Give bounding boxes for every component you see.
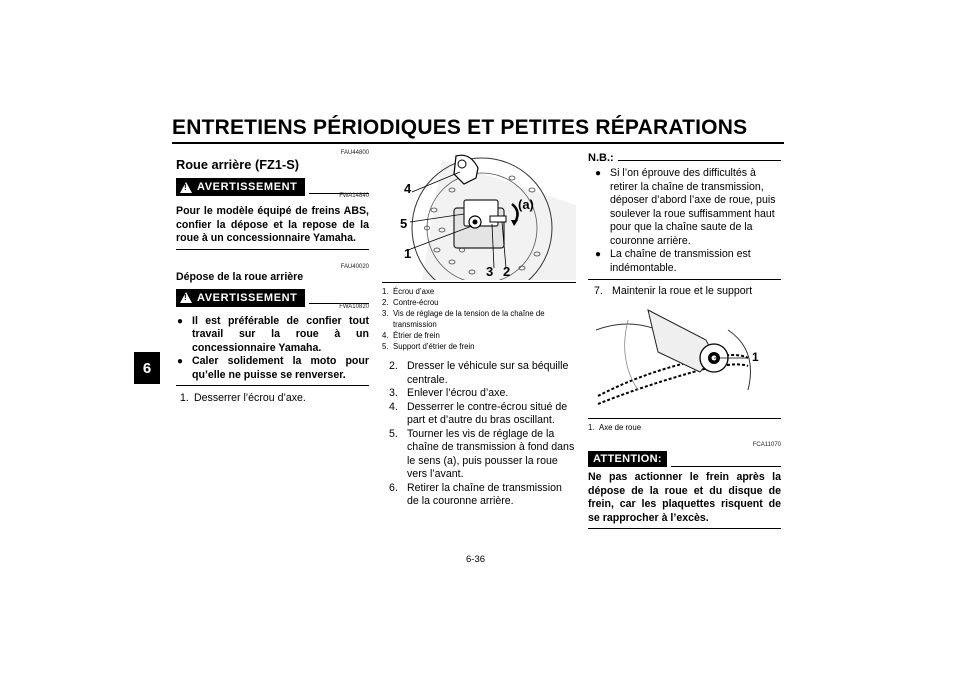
attention-header: [588, 451, 781, 467]
warning-bullet: ● Caler solidement la moto pour qu’elle ne puisse se renverser.: [176, 355, 369, 382]
figure-axle: [588, 300, 781, 416]
column-3-lower: [588, 418, 781, 529]
warning-badge: [176, 178, 305, 196]
figure-brake-caliper: [382, 150, 576, 280]
step-item: 2. Dresser le véhicule sur sa béquille centrale.: [389, 360, 569, 386]
ref-code: FAU44800: [340, 150, 369, 156]
figure-label: 1: [404, 246, 412, 261]
warning-badge: [176, 289, 305, 307]
figure-label: 3: [486, 264, 494, 279]
step-item: 7. Maintenir la roue et le support: [594, 285, 753, 297]
page-title: ENTRETIENS PÉRIODIQUES ET PETITES RÉPARATIONS: [172, 116, 748, 139]
title-rule: [172, 142, 784, 144]
step-item: 5. Tourner les vis de réglage de la chaîne de transmission à fond dans le sens (a), puis pousser la roue vers l’avant.: [389, 427, 575, 480]
chapter-tab: 6: [134, 352, 160, 384]
steps-list: [389, 360, 576, 509]
caption-item: 2. Contre-écrou: [382, 298, 439, 307]
step-item: 3. Enlever l’écrou d’axe.: [389, 387, 509, 399]
nb-header: [588, 152, 781, 164]
warning-text: Pour le modèle équipé de freins ABS, confier la dépose et la repose de la roue à un concessionnaire Yamaha.: [176, 205, 369, 244]
attention-text: Ne pas actionner le frein après la dépose de la roue et du disque de frein, car les plaquettes risquent de se rapprocher à l’excès.: [588, 471, 781, 524]
caption-item: 1. Axe de roue: [588, 423, 642, 432]
attention-badge: ATTENTION:: [588, 451, 667, 467]
warning-bullet: ● Il est préférable de confier tout travail sur la roue à un concessionnaire Yamaha.: [176, 315, 369, 356]
warning-triangle-icon: !: [180, 182, 192, 193]
ref-code: FCA11070: [752, 442, 781, 448]
warning-label: AVERTISSEMENT: [197, 291, 298, 304]
page-number: 6-36: [466, 554, 486, 565]
ref-code: FAU40020: [340, 263, 369, 270]
figure-captions: [382, 282, 576, 352]
caption-item: 3. Vis de réglage de la tension de la chaîne de transmission: [382, 309, 545, 329]
caption-item: 1. Écrou d’axe: [382, 287, 435, 296]
ref-code: FWA14840: [339, 193, 369, 199]
subheading: Dépose de la roue arrière: [176, 270, 304, 283]
figure-label: (a): [518, 197, 534, 212]
figure-label: 4: [404, 181, 412, 196]
nb-bullet: ● Si l’on éprouve des difficultés à retirer la chaîne de transmission, déposer d’abord l’axe de roue, puis soulever la roue suffisamment haut pour que la chaîne saute de la couronne arrière.: [594, 167, 781, 248]
ref-code: FWA10820: [339, 303, 369, 310]
warning-triangle-icon: !: [180, 292, 192, 303]
step-item: 4. Desserrer le contre-écrou situé de part et d’autre du bras oscillant.: [389, 400, 568, 426]
nb-label: N.B.:: [588, 152, 614, 164]
warning-label: AVERTISSEMENT: [197, 181, 298, 193]
step-item: 1. Desserrer l’écrou d’axe.: [180, 392, 306, 404]
figure-label: 5: [400, 216, 408, 231]
figure-label: 1: [752, 350, 759, 364]
caption-item: 4. Étrier de frein: [382, 331, 440, 340]
column-1: [176, 150, 369, 406]
step-item: 6. Retirer la chaîne de transmission de la couronne arrière.: [389, 481, 562, 507]
caption-item: 5. Support d’étrier de frein: [382, 342, 475, 351]
section-heading: Roue arrière (FZ1-S): [176, 157, 300, 172]
figure-label: 2: [503, 264, 511, 279]
nb-bullet: ● La chaîne de transmission est indémontable.: [594, 248, 781, 275]
